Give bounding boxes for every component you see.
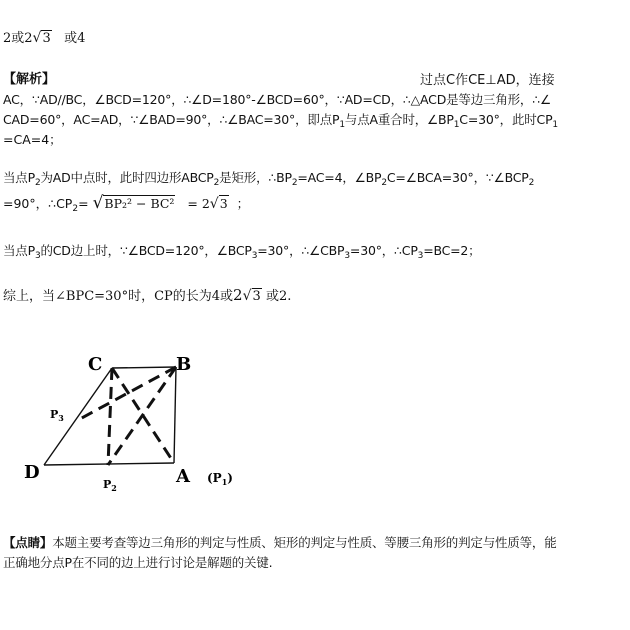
- case2-sub5: 2: [528, 178, 535, 188]
- case2-line2-sub: 2: [72, 204, 79, 214]
- answer-text: 2或2: [3, 31, 33, 46]
- edge-CB: [112, 367, 176, 368]
- sub-p1c: 1: [552, 120, 558, 130]
- analysis-line3-c: C=30°，此时CP: [459, 112, 553, 127]
- analysis-line2: AC，∵AD//BC，∠BCD=120°，∴∠D=180°-∠BCD=60°，∵AD=CD，∴△ACD是等边三角形，∴∠: [3, 92, 551, 107]
- label-P3-main: P: [50, 408, 59, 421]
- comment-line2: 正确地分点P在不同的边上进行讨论是解题的关键.: [3, 555, 273, 570]
- geometry-figure: [0, 340, 300, 500]
- case2-b: 为AD中点时，此时四边形ABCP: [40, 170, 214, 185]
- analysis-line3: [3, 110, 558, 128]
- label-P1: [207, 471, 233, 487]
- case2-sub1: 2: [34, 178, 41, 188]
- dashed-CP2: [108, 368, 112, 465]
- case2-line2-eq: =: [78, 196, 89, 211]
- case2-line2: =90°，$\therefore CP_2= √BP_2^2 - BC^2$ = 2√3 ；: [3, 193, 250, 214]
- answer-text-b: 或4: [64, 31, 86, 46]
- label-P3: [50, 408, 64, 423]
- case2-line1: [3, 168, 534, 186]
- answer-line: 2或2√3 或4: [3, 30, 86, 46]
- case2-line2-end: ；: [236, 196, 250, 211]
- case2-sub3: 2: [291, 178, 298, 188]
- case3-line: [3, 241, 481, 259]
- case2-c: 是矩形，∴BP: [219, 170, 292, 185]
- sub-p1: 1: [339, 120, 345, 130]
- summary-two: 2: [233, 286, 243, 304]
- summary-sqrt-arg: 3: [252, 289, 261, 304]
- analysis-line4: =CA=4；: [3, 132, 62, 147]
- analysis-line3-a: CAD=60°，AC=AD，∵∠BAD=90°，∴∠BAC=30°，即点P: [3, 112, 340, 127]
- label-B: B: [176, 354, 192, 375]
- answer-sqrt-arg: 3: [42, 31, 51, 46]
- radical-content: BP₂² − BC²: [104, 196, 175, 211]
- comment-text1: 本题主要考查等边三角形的判定与性质、矩形的判定与性质、等腰三角形的判定与性质等，能: [52, 535, 557, 550]
- label-P2-sub: 2: [111, 483, 117, 493]
- case3-e: =BC=2；: [423, 243, 481, 258]
- comment-heading: 【点睛】: [3, 535, 53, 550]
- case2-sub4: 2: [381, 178, 387, 188]
- case2-line2-a: =90°，∴CP: [3, 196, 73, 211]
- case3-b: 的CD边上时，∵∠BCD=120°，∠BCP: [40, 243, 252, 258]
- label-P3-sub: 3: [58, 413, 64, 423]
- case3-d: =30°，∴CP: [349, 243, 418, 258]
- case3-sub1: 3: [34, 251, 41, 261]
- label-P2: [103, 478, 117, 493]
- label-P1-open: (P: [207, 471, 222, 485]
- case2-line2-result: = 2: [187, 196, 210, 211]
- analysis-line1-right: 过点C作CE⊥AD，连接: [420, 73, 555, 88]
- case2-e: C=∠BCA=30°，∵∠BCP: [386, 170, 529, 185]
- label-C: C: [88, 354, 103, 375]
- case2-line2-sqrt-arg: 3: [219, 196, 228, 211]
- label-D: D: [24, 462, 40, 483]
- analysis-line3-b: 与点A重合时，∠BP: [344, 112, 454, 127]
- summary-a: 综上，当∠BPC=30°时，CP的长为4或: [3, 289, 234, 304]
- case3-sub3: 3: [344, 251, 350, 261]
- label-P2-main: P: [103, 478, 112, 491]
- case3-sub2: 3: [251, 251, 258, 261]
- label-P1-sub: 1: [221, 477, 228, 487]
- radical-sign: √: [92, 193, 104, 213]
- analysis-heading: 【解析】: [3, 72, 56, 87]
- edge-BA: [174, 367, 176, 463]
- case2-d: =AC=4，∠BP: [297, 170, 382, 185]
- label-P1-close: ): [227, 471, 233, 485]
- case2-sub2: 2: [213, 178, 220, 188]
- comment-line1: [3, 533, 557, 551]
- summary-line: 综上，当∠BPC=30°时，CP的长为4或2√3 或2.: [3, 286, 292, 304]
- label-A: A: [176, 466, 190, 487]
- case3-sub4: 3: [417, 251, 424, 261]
- case3-c: =30°，∴∠CBP: [257, 243, 345, 258]
- case2-a: 当点P: [3, 170, 35, 185]
- case3-a: 当点P: [3, 243, 35, 258]
- sub-p1b: 1: [453, 120, 460, 130]
- summary-b: 或2.: [265, 289, 292, 304]
